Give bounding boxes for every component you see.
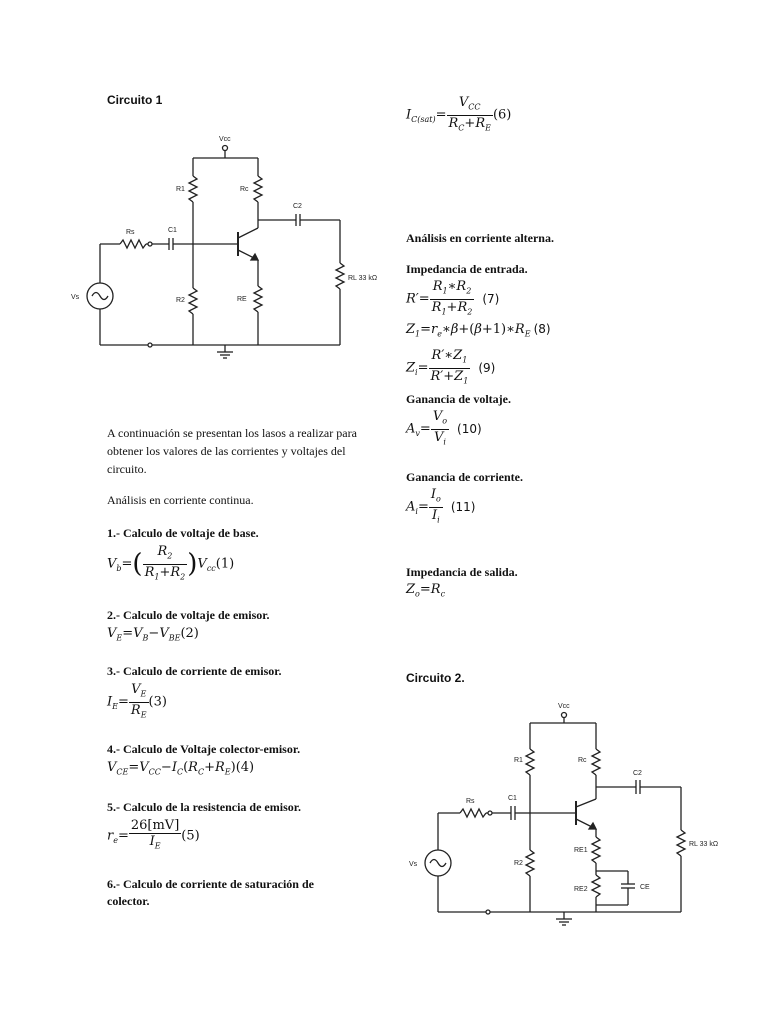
- vs-label: Vs: [71, 294, 80, 301]
- circuit1-title: Circuito 1: [107, 93, 163, 107]
- section-1-title: 1.- Calculo de voltaje de base.: [107, 526, 259, 540]
- section-2-title: 2.- Calculo de voltaje de emisor.: [107, 608, 270, 622]
- r2-label: R2: [176, 297, 185, 304]
- rl-resistor: [336, 263, 344, 289]
- dc-analysis-title: Análisis en corriente continua.: [107, 493, 254, 507]
- equation-6: $I_{C(sat)}=$ $\frac{V_{CC}}{R_C+R_E}$ (6): [406, 95, 512, 133]
- c1-label: C1: [168, 227, 177, 234]
- rl-label: RL 33 kΩ: [348, 275, 378, 282]
- intro-paragraph: A continuación se presentan los lasos a realizar para obtener los valores de las corrientes y voltajes del circuito.: [107, 426, 357, 476]
- r1-label: R1: [176, 186, 185, 193]
- equation-2: $V_E=V_B-V_{BE}(2)$: [107, 626, 199, 643]
- rc-resistor: [254, 176, 262, 202]
- equation-7: R′= $\frac{R_1∗R_2}{R_1+R_2}$ (7): [406, 279, 500, 317]
- c2-label: C2: [293, 203, 302, 210]
- c2-r2-resistor: [526, 850, 534, 876]
- equation-9: $Z_i=$ $\frac{R'∗Z_1}{R'+Z_1}$ (9): [406, 348, 496, 386]
- circuit2-title: Circuito 2.: [406, 671, 465, 685]
- equation-1: $V_b=$( $\frac{R_2}{R_1+R_2}$ )$V_{cc}(1)$: [107, 544, 235, 582]
- equation-10: $A_v=$ $\frac{V_o}{V_i}$ (10): [406, 409, 482, 447]
- equation-3: $I_E=$ $\frac{V_E}{R_E}$ (3): [107, 682, 167, 720]
- input-impedance-title: Impedancia de entrada.: [406, 262, 528, 276]
- c2-r2-label: R2: [514, 860, 523, 867]
- section-3-title: 3.- Calculo de corriente de emisor.: [107, 664, 282, 678]
- r2-resistor: [189, 288, 197, 314]
- vcc-terminal: [223, 146, 228, 151]
- c2-c2-label: C2: [633, 770, 642, 777]
- re-resistor: [254, 286, 262, 312]
- c2-re2-resistor: [592, 875, 600, 897]
- c2-re1-label: RE1: [574, 847, 588, 854]
- c2-vcc-label: Vcc: [558, 703, 570, 710]
- equation-5: $r_e=$ $\frac{26[mV]}{I_E}$ (5): [107, 818, 200, 851]
- voltage-gain-title: Ganancia de voltaje.: [406, 392, 511, 406]
- re-label: RE: [237, 296, 247, 303]
- rc-label: Rc: [240, 186, 249, 193]
- rs-label: Rs: [126, 229, 135, 236]
- output-impedance-title: Impedancia de salida.: [406, 565, 518, 579]
- rs-resistor: [120, 240, 146, 248]
- section-5-title: 5.- Calculo de la resistencia de emisor.: [107, 800, 301, 814]
- c2-vs-label: Vs: [409, 861, 418, 868]
- equation-8: $Z_1=r_e∗\beta+(\beta+1)∗R_E$ (8): [406, 322, 551, 339]
- section-6-title: 6.- Calculo de corriente de saturación de colector.: [107, 877, 314, 908]
- c2-re2-label: RE2: [574, 886, 588, 893]
- circuit1-schematic: [68, 128, 388, 363]
- c2-rc-resistor: [592, 749, 600, 775]
- c2-rl-resistor: [677, 830, 685, 856]
- r1-resistor: [189, 176, 197, 202]
- c2-ce-label: CE: [640, 884, 650, 891]
- c2-c1-label: C1: [508, 795, 517, 802]
- c2-re1-resistor: [592, 837, 600, 863]
- c2-rc-label: Rc: [578, 757, 587, 764]
- current-gain-title: Ganancia de corriente.: [406, 470, 523, 484]
- c2-rs-label: Rs: [466, 798, 475, 805]
- circuit2-schematic: [400, 695, 730, 935]
- c2-rl-label: RL 33 kΩ: [689, 841, 719, 848]
- equation-12: $Z_o=R_c$: [406, 582, 446, 599]
- ac-analysis-title: Análisis en corriente alterna.: [406, 231, 554, 245]
- c2-r1-resistor: [526, 749, 534, 775]
- equation-4: $V_{CE}=V_{CC}-I_C(R_C+R_E)(4)$: [107, 760, 255, 777]
- equation-11: $A_i=$ $\frac{I_o}{I_i}$ (11): [406, 487, 476, 525]
- vcc-label: Vcc: [219, 136, 231, 143]
- c2-r1-label: R1: [514, 757, 523, 764]
- section-4-title: 4.- Calculo de Voltaje colector-emisor.: [107, 742, 301, 756]
